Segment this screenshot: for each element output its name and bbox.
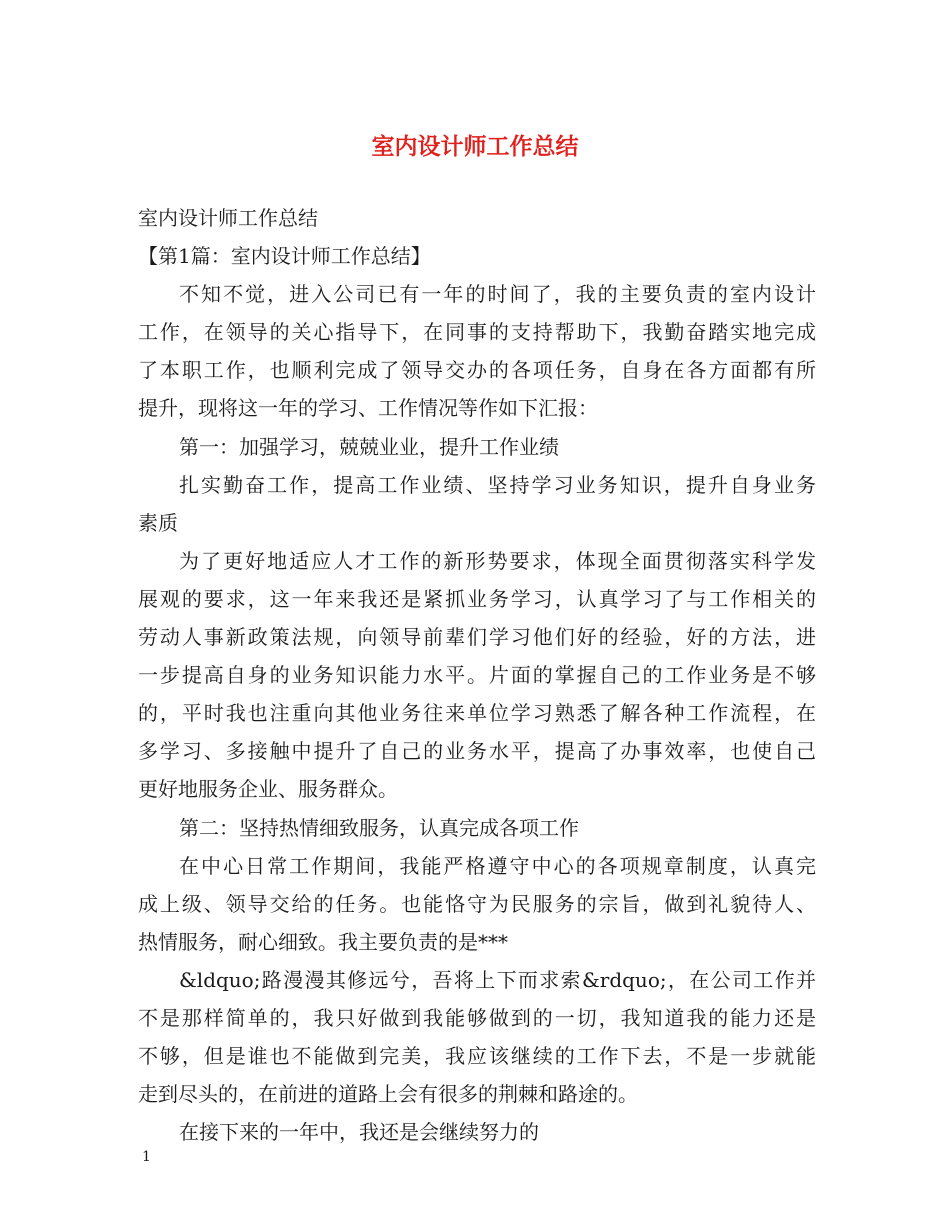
paragraph-line: 工作，在领导的关心指导下，在同事的支持帮助下，我勤奋踏实地完成 <box>138 320 816 345</box>
document-body <box>138 199 816 1151</box>
paragraph-line: 更好地服务企业、服务群众。 <box>138 777 398 802</box>
paragraph-line: 为了更好地适应人才工作的新形势要求，体现全面贯彻落实科学发 <box>179 548 816 573</box>
document-title: 室内设计师工作总结 <box>371 134 579 160</box>
paragraph-line: 劳动人事新政策法规，向领导前辈们学习他们好的经验，好的方法，进 <box>138 625 816 650</box>
subtitle-line: 室内设计师工作总结 <box>138 206 318 230</box>
paragraph-line: 了本职工作，也顺利完成了领导交办的各项任务，自身在各方面都有所 <box>138 358 816 383</box>
paragraph-line: 不够，但是谁也不能做到完美，我应该继续的工作下去，不是一步就能 <box>138 1044 816 1069</box>
paragraph-line: 不知不觉，进入公司已有一年的时间了，我的主要负责的室内设计 <box>179 282 816 307</box>
paragraph-line: 在中心日常工作期间，我能严格遵守中心的各项规章制度，认真完 <box>179 853 816 878</box>
paragraph-line: 热情服务，耐心细致。我主要负责的是*** <box>138 929 508 954</box>
paragraph-line: 扎实勤奋工作，提高工作业绩、坚持学习业务知识，提升自身业务 <box>179 472 816 497</box>
paragraph-line: 走到尽头的，在前进的道路上会有很多的荆棘和路途的。 <box>138 1082 638 1107</box>
paragraph-line: 的，平时我也注重向其他业务往来单位学习熟悉了解各种工作流程，在 <box>138 701 816 726</box>
paragraph-line: 不是那样简单的，我只好做到我能够做到的一切，我知道我的能力还是 <box>138 1005 816 1030</box>
heading-line: 第二：坚持热情细致服务，认真完成各项工作 <box>179 815 579 840</box>
paragraph-line: &ldquo;路漫漫其修远兮，吾将上下而求索&rdquo;，在公司工作并 <box>179 967 816 992</box>
heading-line: 第一：加强学习，兢兢业业，提升工作业绩 <box>179 434 559 459</box>
paragraph-line: 提升，现将这一年的学习、工作情况等作如下汇报： <box>138 396 598 421</box>
paragraph-line: 展观的要求，这一年来我还是紧抓业务学习，认真学习了与工作相关的 <box>138 586 816 611</box>
section-heading-line: 【第1篇：室内设计师工作总结】 <box>138 244 431 269</box>
paragraph-line: 成上级、领导交给的任务。也能恪守为民服务的宗旨，做到礼貌待人、 <box>138 891 816 916</box>
paragraph-line: 在接下来的一年中，我还是会继续努力的 <box>179 1120 539 1145</box>
page-number: 1 <box>142 1149 151 1165</box>
paragraph-line: 一步提高自身的业务知识能力水平。片面的掌握自己的工作业务是不够 <box>138 663 816 688</box>
paragraph-line: 素质 <box>138 510 178 535</box>
paragraph-line: 多学习、多接触中提升了自己的业务水平，提高了办事效率，也使自己 <box>138 739 816 764</box>
